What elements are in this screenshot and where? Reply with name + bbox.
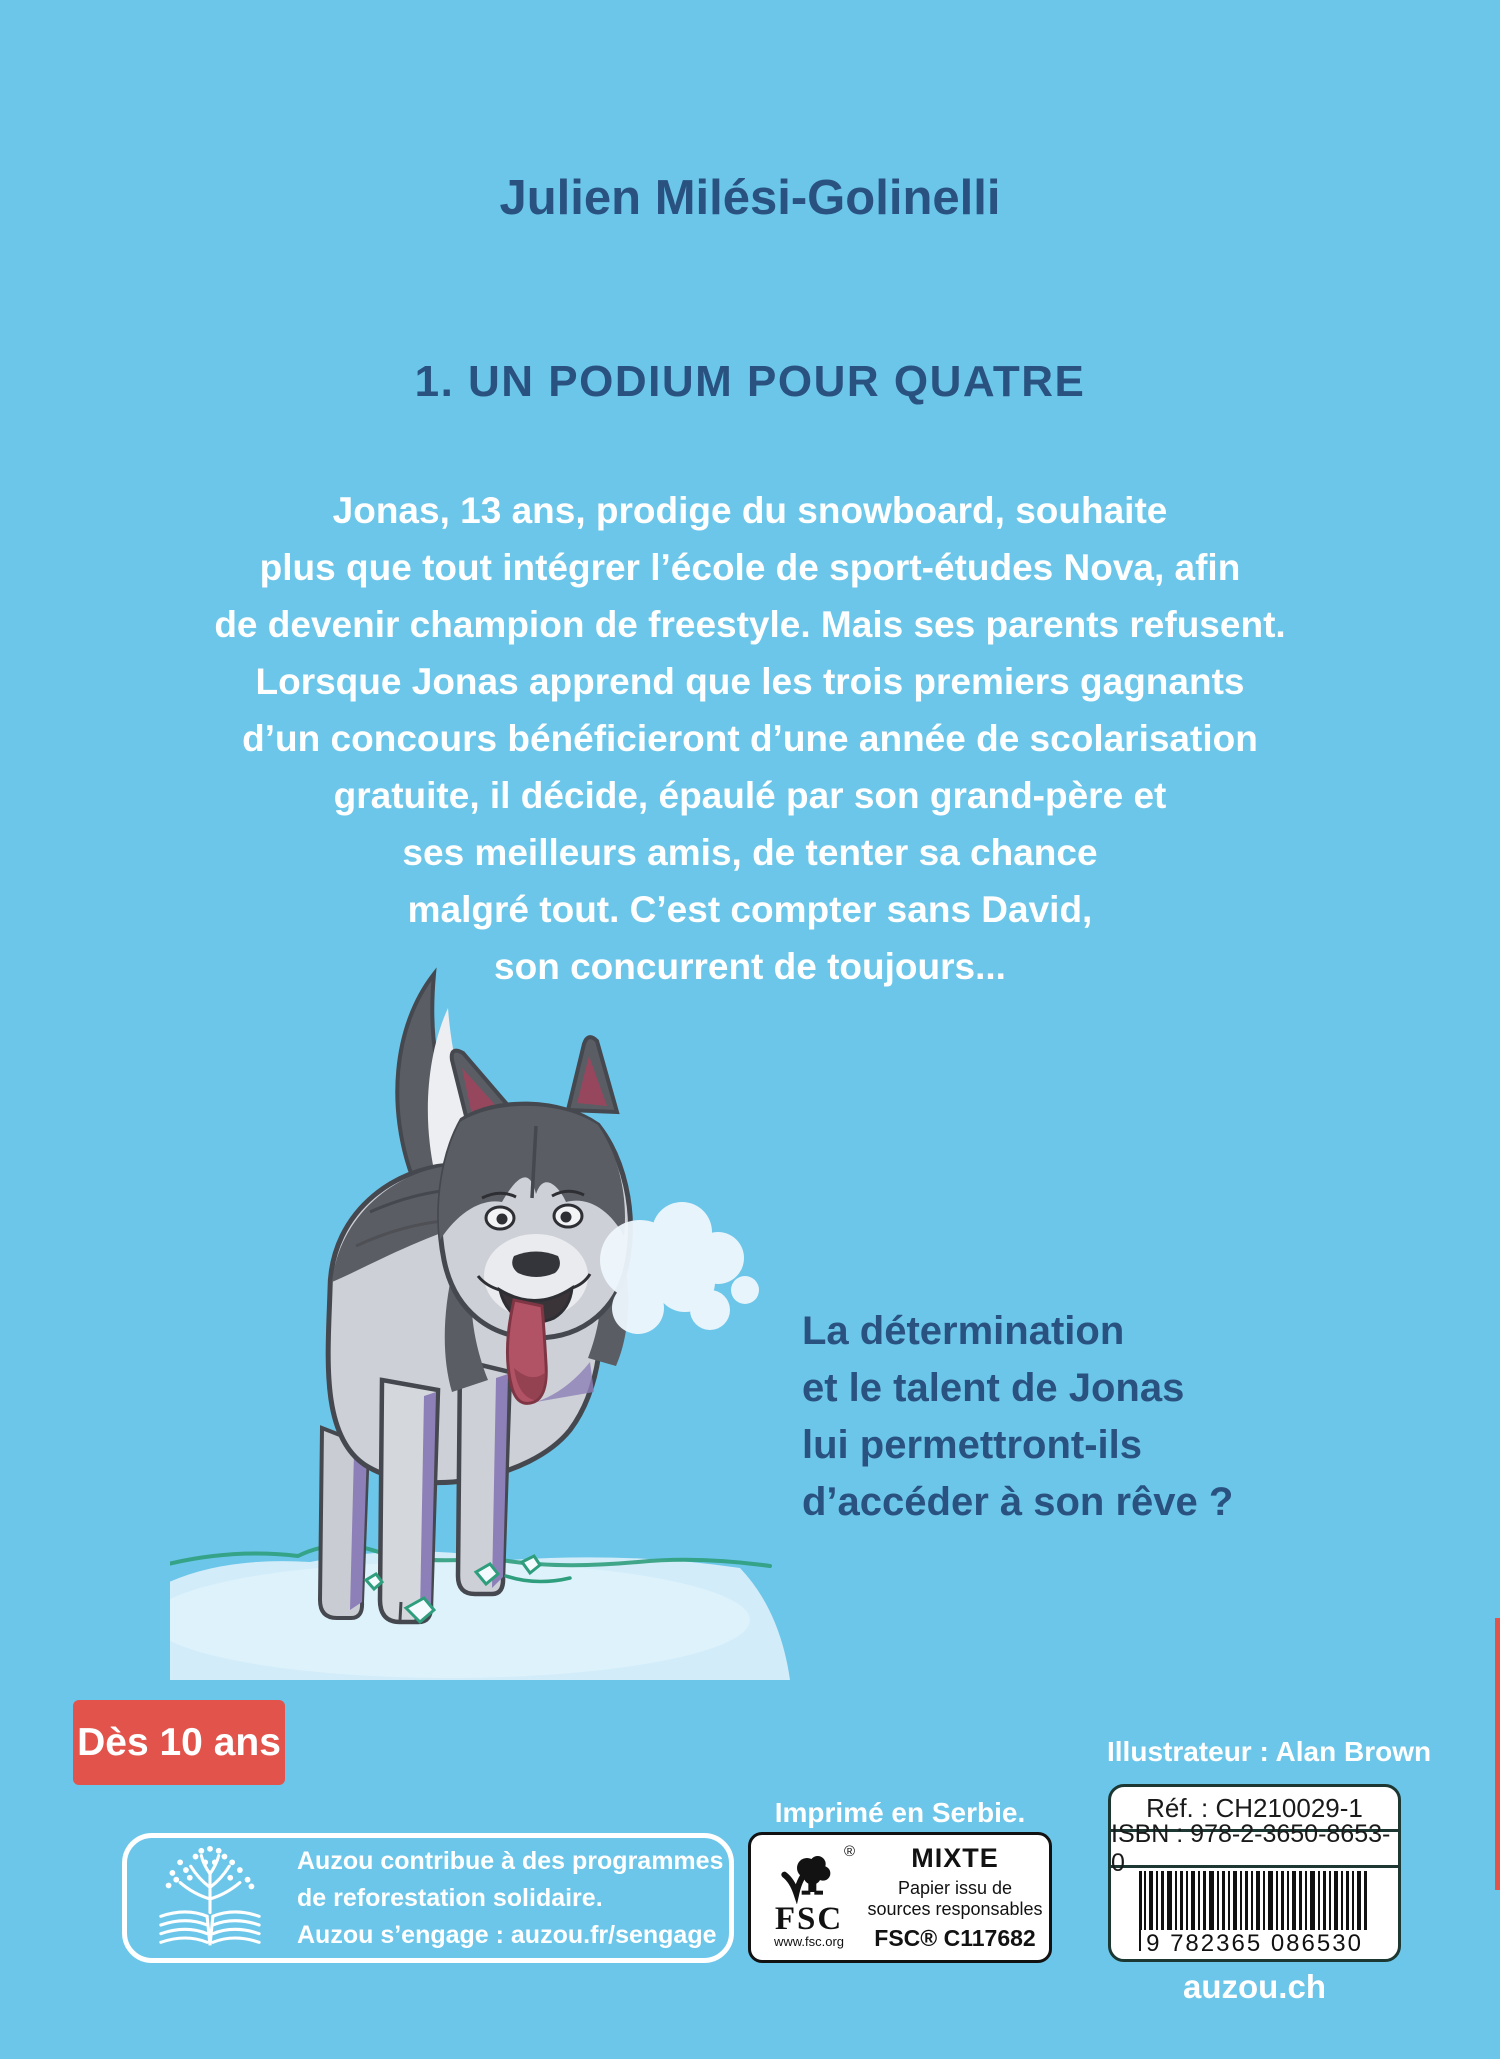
synopsis-line: malgré tout. C’est compter sans David,	[407, 889, 1093, 930]
synopsis-line: ses meilleurs amis, de tenter sa chance	[402, 832, 1098, 873]
fsc-license-code: FSC® C117682	[874, 1925, 1036, 1951]
fsc-url: www.fsc.org	[773, 1934, 845, 1949]
tagline-line: lui permettront-ils	[802, 1423, 1143, 1467]
fsc-tree-icon	[777, 1848, 841, 1904]
age-badge-label: Dès 10 ans	[77, 1720, 281, 1764]
printed-in-note: Imprimé en Serbie.	[774, 1797, 1026, 1828]
husky-illustration	[170, 960, 790, 1680]
tagline-question	[802, 1303, 1233, 1531]
reference-number: Réf. : CH210029-1	[1111, 1787, 1398, 1832]
book-title: 1. UN PODIUM POUR QUATRE	[414, 357, 1086, 406]
fsc-label	[748, 1832, 1052, 1963]
synopsis-line: d’un concours bénéficieront d’une année de scolarisation	[242, 718, 1258, 759]
fsc-acronym: FSC	[774, 1901, 844, 1937]
illustrator-credit: Illustrateur : Alan Brown	[1107, 1736, 1432, 1767]
tree-book-logo-icon	[135, 1845, 285, 1951]
registered-mark: ®	[843, 1843, 855, 1860]
isbn-number: ISBN : 978-2-3650-8653-0	[1111, 1832, 1398, 1868]
fsc-description: Papier issu de sources responsables	[867, 1878, 1043, 1919]
fsc-logo-column	[751, 1835, 867, 1960]
synopsis-line: gratuite, il décide, épaulé par son grand-père et	[333, 775, 1167, 816]
eco-commitment-box	[122, 1833, 734, 1963]
synopsis	[0, 482, 1500, 995]
ean-digits: 9 782365 086530	[1111, 1930, 1398, 1958]
fsc-text-column	[867, 1835, 1049, 1960]
ean-barcode	[1111, 1868, 1398, 1959]
tagline-line: d’accéder à son rêve ?	[802, 1480, 1234, 1524]
synopsis-line: son concurrent de toujours...	[494, 946, 1006, 987]
spine-red-edge	[1495, 1618, 1500, 1890]
tagline-line: La détermination	[802, 1309, 1125, 1353]
synopsis-line: plus que tout intégrer l’école de sport-études Nova, afin	[259, 547, 1241, 588]
eco-message-line: Auzou s’engage : auzou.fr/sengage	[297, 1920, 717, 1949]
author-name: Julien Milési-Golinelli	[499, 171, 1001, 225]
age-badge	[73, 1700, 285, 1785]
eco-message	[297, 1843, 723, 1954]
fsc-grade: MIXTE	[911, 1843, 999, 1873]
synopsis-line: de devenir champion de freestyle. Mais ses parents refusent.	[214, 604, 1286, 645]
eco-message-line: de reforestation solidaire.	[297, 1883, 603, 1912]
synopsis-line: Lorsque Jonas apprend que les trois premiers gagnants	[255, 661, 1245, 702]
barcode-block	[1108, 1784, 1401, 1962]
tagline-line: et le talent de Jonas	[802, 1366, 1185, 1410]
publisher-website: auzou.ch	[1182, 1968, 1326, 2005]
eco-message-line: Auzou contribue à des programmes	[297, 1846, 724, 1875]
synopsis-line: Jonas, 13 ans, prodige du snowboard, souhaite	[332, 490, 1168, 531]
